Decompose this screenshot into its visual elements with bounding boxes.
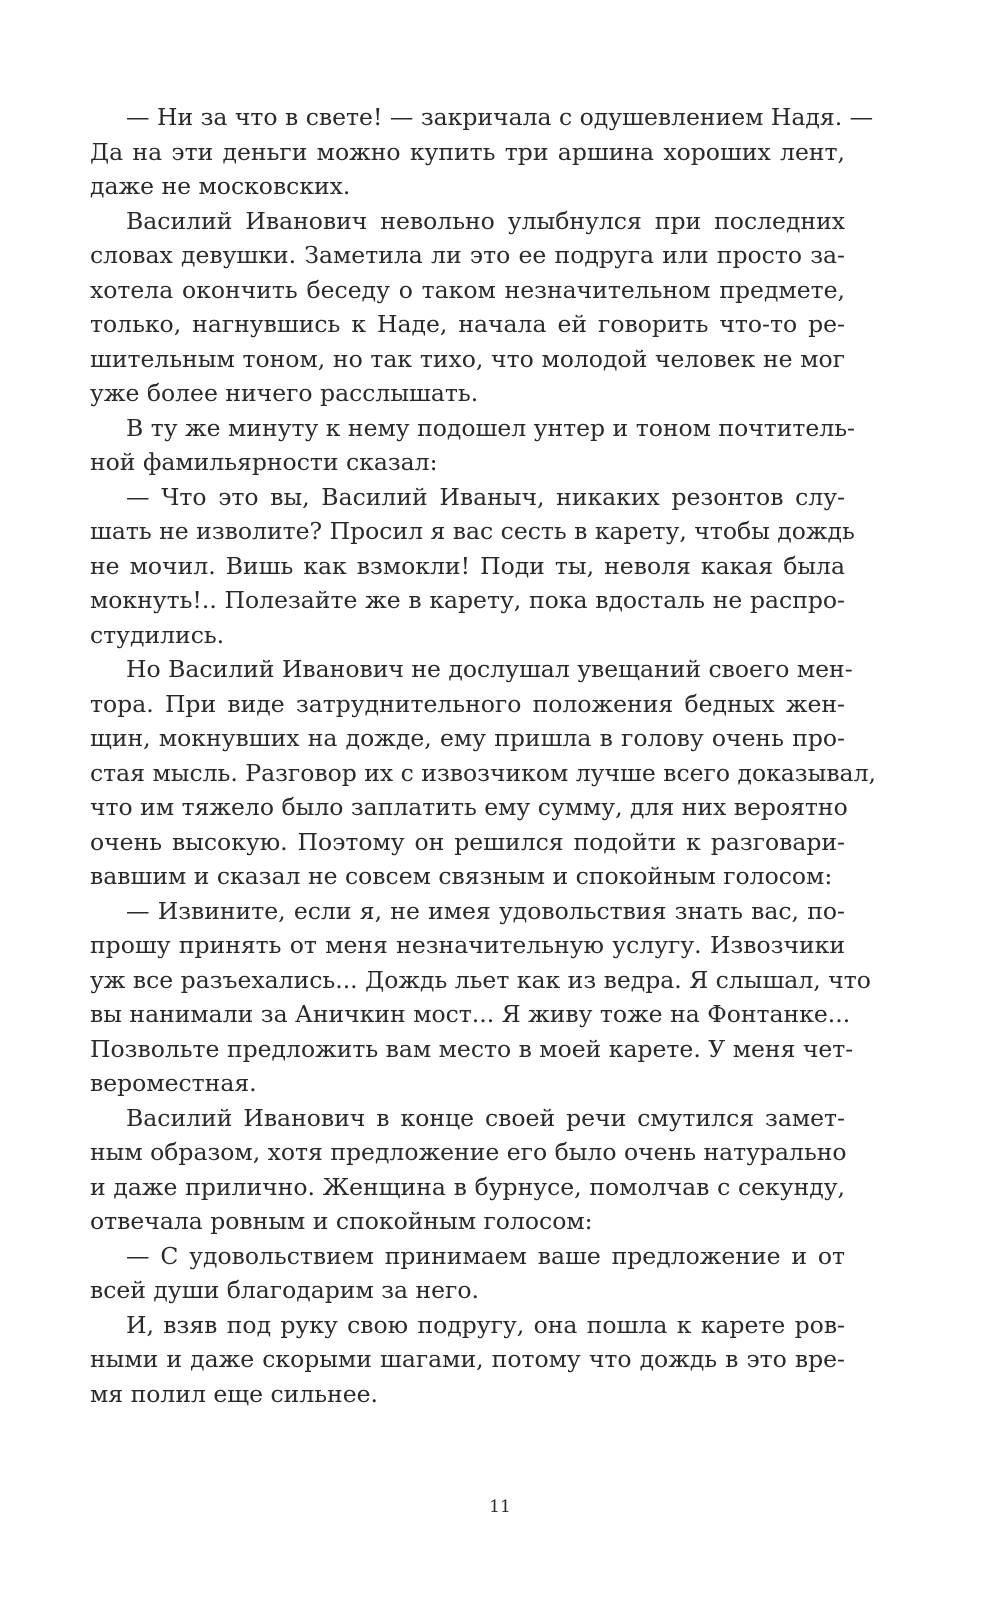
text-line: Василий Иванович в конце своей речи смутился замет- (126, 1103, 845, 1132)
text-line: прошу принять от меня незначительную услугу. Извозчики (90, 931, 845, 959)
text-line: словах девушки. Заметила ли это ее подруга или просто за- (90, 241, 845, 269)
text-line: стая мысль. Разговор их с извозчиком лучше всего доказывал, (90, 758, 876, 787)
page-number: 11 (489, 1497, 511, 1517)
text-line: ным образом, хотя предложение его было очень натурально (90, 1138, 847, 1166)
text-line: щин, мокнувших на дожде, ему пришла в голову очень про- (90, 724, 845, 752)
paragraph (90, 894, 871, 1101)
text-line: студились. (90, 620, 225, 649)
text-line: и даже прилично. Женщина в бурнусе, помолчав с секунду, (90, 1172, 845, 1201)
text-line: уж все разъехались... Дождь льет как из ведра. Я слышал, что (90, 965, 871, 994)
text-line: Василий Иванович невольно улыбнулся при последних (126, 206, 845, 235)
text-line: — Что это вы, Василий Иваныч, никаких резонтов слу- (126, 482, 845, 511)
text-line: очень высокую. Поэтому он решился подойти к разговари- (90, 827, 845, 856)
paragraph (90, 652, 876, 894)
text-line: только, нагнувшись к Наде, начала ей говорить что-то ре- (90, 310, 845, 338)
paragraph (90, 411, 855, 480)
text-line: что им тяжело было заплатить ему сумму, для них вероятно (90, 793, 848, 821)
text-line: даже не московских. (90, 172, 351, 200)
text-line: всей души благодарим за него. (90, 1276, 479, 1304)
text-line: Позвольте предложить вам место в моей карете. У меня чет- (90, 1034, 854, 1063)
text-line: уже более ничего расслышать. (90, 379, 479, 407)
paragraph (90, 1239, 845, 1308)
text-line: хотела окончить беседу о таком незначительном предмете, (90, 275, 845, 304)
text-line: ной фамильярности сказал: (90, 448, 438, 476)
text-line: не мочил. Вишь как взмокли! Поди ты, неволя какая была (90, 551, 845, 580)
text-line: — Извините, если я, не имея удовольствия знать вас, по- (126, 896, 845, 925)
paragraph (90, 1308, 845, 1412)
text-line: шать не изволите? Просил я вас сесть в карету, чтобы дождь (90, 517, 855, 545)
body-text (90, 100, 876, 1411)
text-line: вероместная. (90, 1069, 257, 1097)
text-line: мя полил еще сильнее. (90, 1379, 379, 1408)
text-line: вавшим и сказал не совсем связным и спокойным голосом: (90, 862, 833, 890)
text-line: ными и даже скорыми шагами, потому что дождь в это вре- (90, 1345, 845, 1373)
text-line: В ту же минуту к нему подошел унтер и тоном почтитель- (126, 413, 855, 442)
text-line: Но Василий Иванович не дослушал увещаний своего мен- (126, 655, 853, 683)
text-line: мокнуть!.. Полезайте же в карету, пока вдосталь не распро- (90, 586, 845, 614)
text-line: — Ни за что в свете! — закричала с одушевлением Надя. — (126, 103, 874, 131)
text-line: тора. При виде затруднительного положения бедных жен- (90, 689, 845, 718)
paragraph (90, 204, 845, 411)
paragraph (90, 480, 855, 653)
text-line: отвечала ровным и спокойным голосом: (90, 1207, 593, 1235)
paragraph (90, 1101, 845, 1239)
text-line: шительным тоном, но так тихо, что молодой человек не мог (90, 344, 845, 373)
text-line: — С удовольствием принимаем ваше предложение и от (126, 1241, 845, 1270)
paragraph (90, 100, 874, 204)
text-line: И, взяв под руку свою подругу, она пошла к карете ров- (126, 1310, 845, 1339)
text-line: Да на эти деньги можно купить три аршина хороших лент, (90, 137, 845, 166)
text-line: вы нанимали за Аничкин мост... Я живу тоже на Фонтанке... (90, 1000, 851, 1028)
